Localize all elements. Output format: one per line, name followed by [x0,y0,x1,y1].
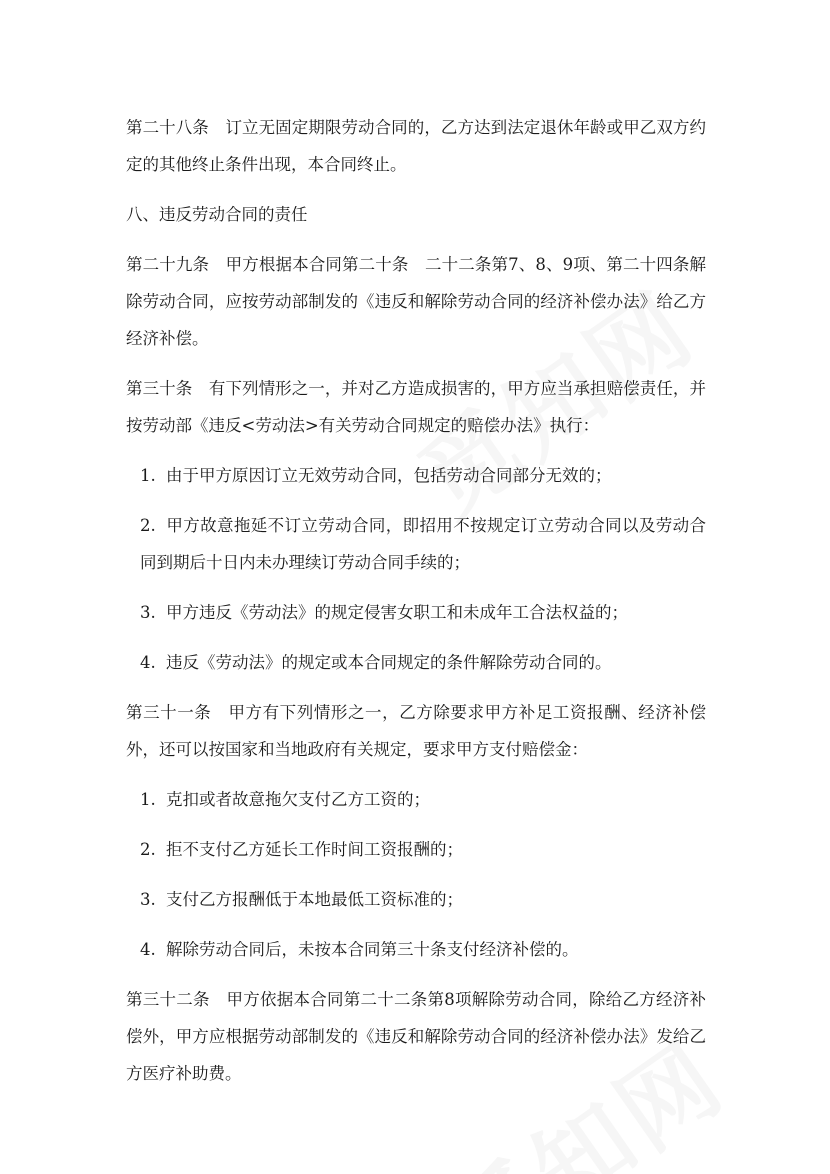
list-item [126,457,706,494]
list-text: 克扣或者故意拖欠支付乙方工资的； [166,790,430,809]
list-item [126,781,706,818]
list-number: 3. [140,890,156,909]
list-text: 甲方违反《劳动法》的规定侵害女职工和未成年工合法权益的； [166,603,628,622]
list-number: 3. [140,603,156,622]
article-29: 第二十九条 甲方根据本合同第二十条 二十二条第7、8、9项、第二十四条解除劳动合同，应按劳动部制发的《违反和解除劳动合同的经济补偿办法》给乙方经济补偿。 [126,255,706,348]
list-text: 甲方故意拖延不订立劳动合同，即招用不按规定订立劳动合同以及劳动合同到期后十日内未办理续订劳动合同手续的； [140,516,706,572]
list-item [126,507,706,581]
list-item [126,644,706,681]
list-item [126,931,706,968]
list-text: 由于甲方原因订立无效劳动合同，包括劳动合同部分无效的； [166,466,612,485]
section-heading: 八、违反劳动合同的责任 [126,205,308,224]
article-31: 第三十一条 甲方有下列情形之一，乙方除要求甲方补足工资报酬、经济补偿外，还可以按国家和当地政府有关规定，要求甲方支付赔偿金： [126,703,706,759]
list-text: 拒不支付乙方延长工作时间工资报酬的； [166,840,463,859]
article-28: 第二十八条 订立无固定期限劳动合同的，乙方达到法定退休年龄或甲乙双方约定的其他终止条件出现，本合同终止。 [126,118,706,174]
list-number: 1. [140,790,156,809]
list-number: 2. [140,516,156,535]
list-text: 解除劳动合同后，未按本合同第三十条支付经济补偿的。 [166,940,579,959]
list-item [126,594,706,631]
article-32: 第三十二条 甲方依据本合同第二十二条第8项解除劳动合同，除给乙方经济补偿外，甲方应根据劳动部制发的《违反和解除劳动合同的经济补偿办法》发给乙方医疗补助费。 [126,990,706,1083]
list-text: 支付乙方报酬低于本地最低工资标准的； [166,890,463,909]
document-body [126,109,706,1105]
list-number: 1. [140,466,156,485]
list-number: 4. [140,940,156,959]
list-item [126,881,706,918]
list-item [126,831,706,868]
article-30: 第三十条 有下列情形之一，并对乙方造成损害的，甲方应当承担赔偿责任，并按劳动部《违反<劳动法>有关劳动合同规定的赔偿办法》执行： [126,379,706,435]
list-number: 2. [140,840,156,859]
list-number: 4. [140,653,156,672]
list-text: 违反《劳动法》的规定或本合同规定的条件解除劳动合同的。 [166,653,612,672]
